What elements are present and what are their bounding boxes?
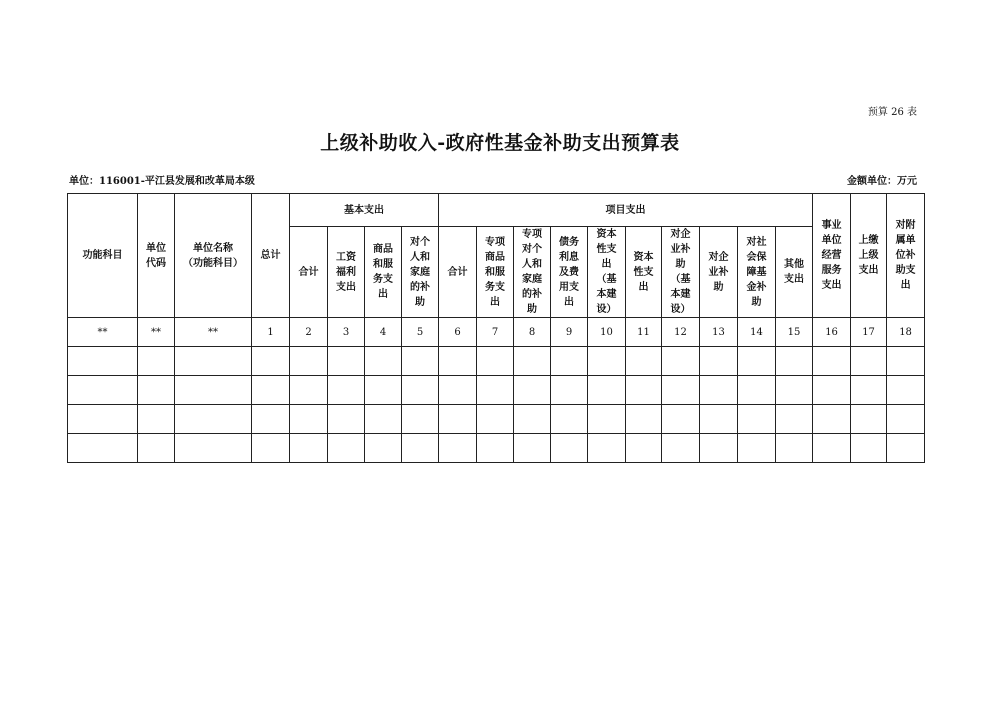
column-index-cell: **	[175, 318, 252, 347]
table-cell	[813, 405, 851, 434]
col-header-project-capital: 资本 性支 出	[626, 227, 662, 318]
table-cell	[439, 434, 477, 463]
col-header-basic-goods-services: 商品 和服 务支 出	[365, 227, 402, 318]
budget-table	[67, 193, 925, 463]
group-header-basic-expenditure: 基本支出	[290, 194, 439, 227]
table-cell	[514, 376, 551, 405]
col-header-unit-code: 单位 代码	[138, 194, 175, 318]
table-cell	[588, 347, 626, 376]
column-index-cell: 15	[776, 318, 813, 347]
column-index-cell: 2	[290, 318, 328, 347]
table-cell	[477, 434, 514, 463]
table-cell	[328, 405, 365, 434]
column-index-cell: 16	[813, 318, 851, 347]
table-cell	[402, 434, 439, 463]
table-cell	[776, 347, 813, 376]
table-cell	[138, 376, 175, 405]
column-index-cell: 4	[365, 318, 402, 347]
table-cell	[365, 434, 402, 463]
group-header-project-expenditure: 项目支出	[439, 194, 813, 227]
col-header-project-debt-interest: 债务 利息 及费 用支 出	[551, 227, 588, 318]
column-index-cell: 7	[477, 318, 514, 347]
column-index-cell: 1	[252, 318, 290, 347]
column-index-cell: 14	[738, 318, 776, 347]
table-cell	[662, 405, 700, 434]
col-header-subsidy-to-affiliates: 对附 属单 位补 助支 出	[887, 194, 925, 318]
col-header-project-capital-construction: 资本 性支 出 （基 本建 设）	[588, 227, 626, 318]
col-header-project-individuals-households: 专项 对个 人和 家庭 的补 助	[514, 227, 551, 318]
table-cell	[439, 405, 477, 434]
table-cell	[252, 347, 290, 376]
table-cell	[477, 376, 514, 405]
table-cell	[175, 347, 252, 376]
table-cell	[175, 405, 252, 434]
table-cell	[514, 347, 551, 376]
table-cell	[738, 376, 776, 405]
table-cell	[328, 376, 365, 405]
table-cell	[252, 434, 290, 463]
table-cell	[68, 376, 138, 405]
column-index-row	[68, 318, 925, 347]
table-cell	[662, 376, 700, 405]
table-cell	[138, 347, 175, 376]
table-cell	[626, 376, 662, 405]
col-header-basic-individuals-households: 对个 人和 家庭 的补 助	[402, 227, 439, 318]
table-cell	[439, 347, 477, 376]
table-cell	[402, 347, 439, 376]
col-header-project-enterprise-construction: 对企 业补 助 （基 本建 设）	[662, 227, 700, 318]
col-header-project-other: 其他 支出	[776, 227, 813, 318]
table-cell	[551, 376, 588, 405]
column-index-cell: 12	[662, 318, 700, 347]
table-cell	[738, 347, 776, 376]
column-index-cell: 11	[626, 318, 662, 347]
table-cell	[776, 405, 813, 434]
column-index-cell: 3	[328, 318, 365, 347]
table-cell	[328, 347, 365, 376]
table-cell	[551, 347, 588, 376]
table-cell	[68, 434, 138, 463]
table-cell	[813, 376, 851, 405]
table-cell	[365, 347, 402, 376]
table-cell	[290, 376, 328, 405]
table-cell	[662, 347, 700, 376]
table-cell	[851, 405, 887, 434]
table-row	[68, 347, 925, 376]
table-cell	[588, 376, 626, 405]
column-index-cell: 17	[851, 318, 887, 347]
table-cell	[477, 347, 514, 376]
table-cell	[813, 434, 851, 463]
table-cell	[68, 347, 138, 376]
table-cell	[290, 434, 328, 463]
table-cell	[68, 405, 138, 434]
table-cell	[662, 434, 700, 463]
table-cell	[138, 405, 175, 434]
table-cell	[813, 347, 851, 376]
column-index-cell: **	[68, 318, 138, 347]
table-cell	[851, 434, 887, 463]
table-row	[68, 405, 925, 434]
table-cell	[700, 405, 738, 434]
table-cell	[175, 434, 252, 463]
table-cell	[626, 434, 662, 463]
table-cell	[477, 405, 514, 434]
table-cell	[700, 347, 738, 376]
table-cell	[290, 347, 328, 376]
col-header-project-enterprise-subsidy: 对企 业补 助	[700, 227, 738, 318]
amount-unit-label: 金额单位：万元	[847, 176, 917, 187]
table-cell	[290, 405, 328, 434]
col-header-basic-wages-welfare: 工资 福利 支出	[328, 227, 365, 318]
column-index-cell: **	[138, 318, 175, 347]
table-cell	[776, 434, 813, 463]
table-cell	[551, 405, 588, 434]
table-cell	[626, 347, 662, 376]
table-cell	[439, 376, 477, 405]
table-cell	[514, 405, 551, 434]
table-cell	[700, 376, 738, 405]
col-header-basic-subtotal: 合计	[290, 227, 328, 318]
unit-label: 单位：116001-平江县发展和改革局本级	[69, 176, 255, 187]
table-cell	[514, 434, 551, 463]
col-header-project-social-security-fund: 对社 会保 障基 金补 助	[738, 227, 776, 318]
col-header-project-goods-services: 专项 商品 和服 务支 出	[477, 227, 514, 318]
table-cell	[328, 434, 365, 463]
table-cell	[588, 434, 626, 463]
column-index-cell: 5	[402, 318, 439, 347]
column-index-cell: 9	[551, 318, 588, 347]
table-number: 预算 26 表	[867, 107, 917, 118]
table-cell	[175, 376, 252, 405]
table-cell	[887, 347, 925, 376]
table-cell	[738, 405, 776, 434]
table-cell	[851, 376, 887, 405]
table-cell	[365, 376, 402, 405]
table-cell	[887, 434, 925, 463]
table-cell	[887, 376, 925, 405]
table-cell	[700, 434, 738, 463]
col-header-total: 总计	[252, 194, 290, 318]
column-index-cell: 10	[588, 318, 626, 347]
table-cell	[365, 405, 402, 434]
column-index-cell: 18	[887, 318, 925, 347]
col-header-project-subtotal: 合计	[439, 227, 477, 318]
table-cell	[252, 376, 290, 405]
col-header-function-subject: 功能科目	[68, 194, 138, 318]
table-cell	[588, 405, 626, 434]
col-header-payment-to-superior: 上缴 上级 支出	[851, 194, 887, 318]
table-cell	[402, 405, 439, 434]
page-title: 上级补助收入-政府性基金补助支出预算表	[320, 132, 680, 154]
table-cell	[776, 376, 813, 405]
table-cell	[551, 434, 588, 463]
table-cell	[887, 405, 925, 434]
col-header-unit-name: 单位名称 （功能科目）	[175, 194, 252, 318]
table-cell	[738, 434, 776, 463]
col-header-public-institution-operations: 事业 单位 经营 服务 支出	[813, 194, 851, 318]
column-index-cell: 13	[700, 318, 738, 347]
table-row	[68, 376, 925, 405]
table-cell	[138, 434, 175, 463]
table-cell	[851, 347, 887, 376]
table-cell	[252, 405, 290, 434]
table-cell	[626, 405, 662, 434]
column-index-cell: 8	[514, 318, 551, 347]
column-index-cell: 6	[439, 318, 477, 347]
table-cell	[402, 376, 439, 405]
table-row	[68, 434, 925, 463]
